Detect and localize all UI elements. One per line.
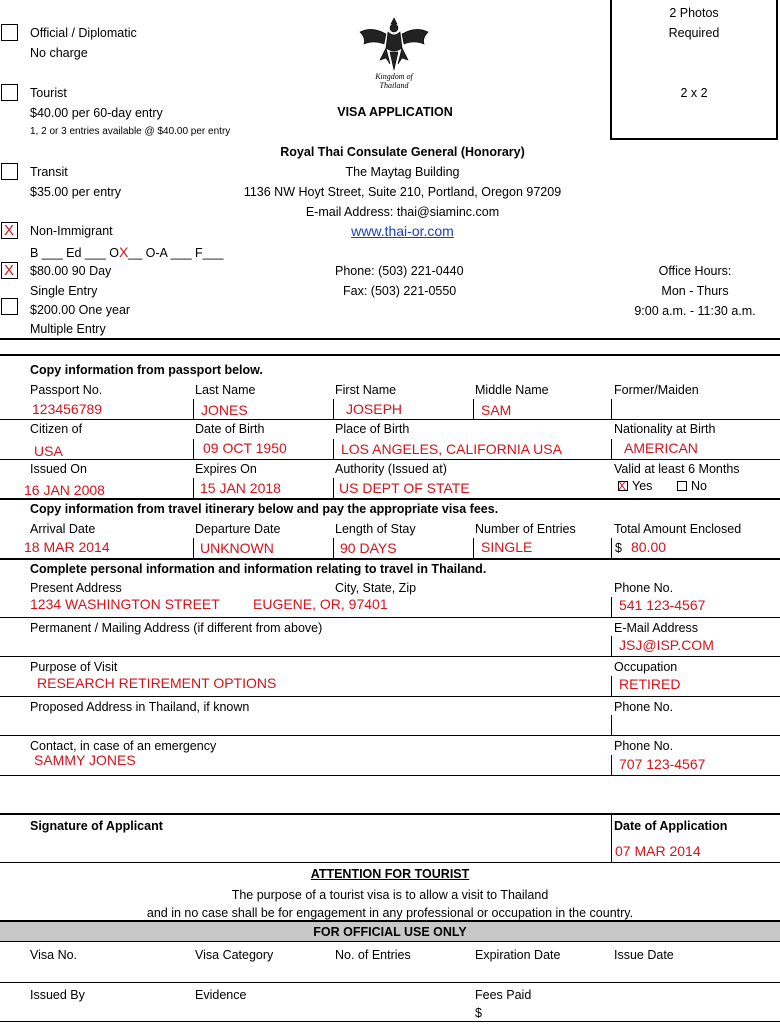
date-of-application-label: Date of Application [614, 819, 728, 833]
entries-label: Number of Entries [475, 522, 576, 536]
office-hours-days: Mon - Thurs [661, 284, 729, 298]
field-tick [473, 538, 474, 558]
passport-section-title: Copy information from passport below. [30, 363, 263, 377]
signature-bottom-line [0, 862, 780, 863]
departure-label: Departure Date [195, 522, 281, 536]
attention-title-text: ATTENTION FOR TOURIST [310, 867, 470, 881]
photo-size: 2 x 2 [680, 86, 708, 100]
field-tick [611, 715, 612, 735]
occupation-label: Occupation [614, 660, 678, 674]
attention-line-2: and in no case shall be for engagement in any professional or occupation in the country. [146, 906, 634, 920]
arrival-label: Arrival Date [30, 522, 96, 536]
multiple-entry-sub: Multiple Entry [30, 322, 106, 336]
field-tick [193, 439, 194, 459]
last-name-value[interactable]: JONES [201, 402, 248, 418]
phone3-label: Phone No. [614, 739, 674, 753]
tourist-note: 1, 2 or 3 entries available @ $40.00 per entry [30, 126, 231, 137]
entries-value[interactable]: SINGLE [481, 539, 533, 555]
section-divider [0, 354, 780, 356]
field-tick [473, 399, 474, 419]
multiple-entry-checkbox[interactable] [1, 298, 18, 315]
total-value[interactable]: 80.00 [631, 539, 667, 555]
photo-line-1: 2 Photos [669, 6, 719, 20]
row-line [0, 459, 780, 460]
field-tick [611, 755, 612, 775]
classes-suffix: __ O-A ___ F___ [128, 246, 224, 260]
former-name-label: Former/Maiden [614, 383, 699, 397]
row-line [0, 696, 780, 697]
authority-label: Authority (Issued at) [335, 462, 447, 476]
classes-prefix: B ___ Ed ___ O [30, 246, 119, 260]
consulate-fax: Fax: (503) 221-0550 [343, 284, 457, 298]
stay-label: Length of Stay [335, 522, 416, 536]
tourist-checkbox[interactable] [1, 84, 18, 101]
nonimmigrant-check-mark: X [4, 222, 15, 239]
bottom-line [0, 1021, 780, 1022]
contact-label: Contact, in case of an emergency [30, 739, 217, 753]
visa-no-label: Visa No. [30, 948, 78, 962]
consulate-email: E-mail Address: thai@siaminc.com [305, 205, 500, 219]
total-currency: $ [615, 541, 622, 555]
proposed-address-label: Proposed Address in Thailand, if known [30, 700, 250, 714]
middle-name-value[interactable]: SAM [481, 402, 512, 418]
multiple-entry-title: $200.00 One year [30, 303, 131, 317]
transit-sub: $35.00 per entry [30, 185, 122, 199]
class-o-mark: X [118, 244, 129, 260]
field-tick [193, 478, 194, 498]
valid-yes-mark: X [618, 479, 627, 493]
field-tick [333, 478, 334, 498]
date-of-application-value[interactable]: 07 MAR 2014 [615, 843, 701, 859]
phone3-value[interactable]: 707 123-4567 [619, 756, 706, 772]
field-tick [193, 399, 194, 419]
website-link-text[interactable]: www.thai-or.com [351, 223, 454, 239]
date-divider [611, 815, 612, 863]
seal-caption-line-1: Kingdom of [375, 72, 413, 81]
header-divider [0, 338, 780, 340]
issued-on-label: Issued On [30, 462, 87, 476]
stay-value[interactable]: 90 DAYS [340, 540, 397, 556]
row-line [0, 419, 780, 420]
city-value[interactable]: EUGENE, OR, 97401 [253, 596, 388, 612]
tourist-title: Tourist [30, 86, 67, 100]
travel-section-title: Copy information from travel itinerary below and pay the appropriate visa fees. [30, 502, 499, 516]
city-label: City, State, Zip [335, 581, 417, 595]
departure-value[interactable]: UNKNOWN [200, 540, 274, 556]
phone1-value[interactable]: 541 123-4567 [619, 597, 706, 613]
expires-on-value[interactable]: 15 JAN 2018 [200, 480, 281, 496]
seal-caption-line-2: Thailand [379, 81, 409, 90]
issued-on-value[interactable]: 16 JAN 2008 [24, 482, 105, 498]
nonimmigrant-title: Non-Immigrant [30, 224, 113, 238]
phone1-label: Phone No. [614, 581, 674, 595]
last-name-label: Last Name [195, 383, 256, 397]
field-tick [333, 439, 334, 459]
single-entry-sub: Single Entry [30, 284, 98, 298]
street-address: 1136 NW Hoyt Street, Suite 210, Portland, Oregon 97209 [243, 185, 562, 199]
email-label: E-Mail Address [614, 621, 699, 635]
dob-label: Date of Birth [195, 422, 265, 436]
garuda-seal-icon [356, 14, 432, 74]
signature-top-line [0, 813, 780, 815]
field-tick [193, 538, 194, 558]
seal-caption [350, 72, 438, 90]
no-of-entries-label: No. of Entries [335, 948, 411, 962]
personal-section-title: Complete personal information and information relating to travel in Thailand. [30, 562, 487, 576]
fees-currency: $ [475, 1006, 482, 1020]
valid-label: Valid at least 6 Months [614, 462, 740, 476]
dob-value[interactable]: 09 OCT 1950 [203, 440, 287, 456]
citizen-value[interactable]: USA [34, 443, 63, 459]
official-checkbox[interactable] [1, 24, 18, 41]
field-tick [611, 597, 612, 617]
single-entry-title: $80.00 90 Day [30, 264, 112, 278]
permanent-label: Permanent / Mailing Address (if different from above) [30, 621, 323, 635]
field-tick [333, 538, 334, 558]
attention-title [0, 867, 780, 881]
phone2-label: Phone No. [614, 700, 674, 714]
nationality-label: Nationality at Birth [614, 422, 716, 436]
citizen-label: Citizen of [30, 422, 83, 436]
single-entry-check-mark: X [4, 262, 15, 279]
consulate-phone: Phone: (503) 221-0440 [335, 264, 464, 278]
attention-line-1: The purpose of a tourist visa is to allow a visit to Thailand [231, 888, 549, 902]
issued-by-label: Issued By [30, 988, 85, 1002]
official-title: Official / Diplomatic [30, 26, 137, 40]
arrival-value[interactable]: 18 MAR 2014 [24, 539, 110, 555]
row-line [0, 735, 780, 736]
field-tick [611, 676, 612, 696]
first-name-label: First Name [335, 383, 397, 397]
official-sub: No charge [30, 46, 88, 60]
purpose-value[interactable]: RESEARCH RETIREMENT OPTIONS [37, 675, 277, 691]
expiration-date-label: Expiration Date [475, 948, 561, 962]
first-name-value[interactable]: JOSEPH [346, 401, 403, 417]
contact-value[interactable]: SAMMY JONES [34, 752, 136, 768]
expires-on-label: Expires On [195, 462, 257, 476]
pob-label: Place of Birth [335, 422, 410, 436]
row-line [0, 656, 780, 657]
signature-label: Signature of Applicant [30, 819, 163, 833]
address-label: Present Address [30, 581, 122, 595]
official-use-banner [0, 920, 780, 942]
passport-no-value[interactable]: 123456789 [32, 401, 103, 417]
passport-no-label: Passport No. [30, 383, 103, 397]
office-hours-time: 9:00 a.m. - 11:30 a.m. [634, 304, 756, 318]
field-tick [611, 538, 612, 558]
visa-category-label: Visa Category [195, 948, 274, 962]
middle-name-label: Middle Name [475, 383, 549, 397]
purpose-label: Purpose of Visit [30, 660, 118, 674]
address-value[interactable]: 1234 WASHINGTON STREET [30, 596, 220, 612]
pob-value[interactable]: LOS ANGELES, CALIFORNIA USA [341, 441, 562, 457]
field-tick [611, 439, 612, 459]
tourist-sub: $40.00 per 60-day entry [30, 106, 163, 120]
fees-paid-label: Fees Paid [475, 988, 532, 1002]
evidence-label: Evidence [195, 988, 247, 1002]
form-title: VISA APPLICATION [337, 105, 453, 119]
nationality-value[interactable]: AMERICAN [624, 440, 698, 456]
photo-line-2: Required [668, 26, 720, 40]
row-line [0, 775, 780, 776]
transit-title: Transit [30, 165, 68, 179]
email-value[interactable]: JSJ@ISP.COM [619, 637, 714, 653]
authority-value[interactable]: US DEPT OF STATE [339, 480, 470, 496]
photo-box [610, 0, 778, 140]
total-label: Total Amount Enclosed [614, 522, 742, 536]
valid-yes-label: Yes [632, 479, 653, 493]
row-line [0, 617, 780, 618]
occupation-value[interactable]: RETIRED [619, 676, 681, 692]
issue-date-label: Issue Date [614, 948, 674, 962]
building-name: The Maytag Building [345, 165, 460, 179]
valid-no-checkbox[interactable] [677, 481, 687, 491]
office-hours-label: Office Hours: [658, 264, 732, 278]
field-tick [611, 399, 612, 419]
section-line [0, 558, 780, 560]
consulate-website-link[interactable] [320, 223, 485, 241]
consulate-name: Royal Thai Consulate General (Honorary) [280, 145, 525, 159]
field-tick [611, 636, 612, 656]
official-use-title: FOR OFFICIAL USE ONLY [313, 925, 467, 939]
valid-no-label: No [691, 479, 707, 493]
field-tick [333, 399, 334, 419]
row-line [0, 982, 780, 983]
transit-checkbox[interactable] [1, 163, 18, 180]
section-line [0, 498, 780, 500]
nonimmigrant-classes [30, 244, 224, 260]
